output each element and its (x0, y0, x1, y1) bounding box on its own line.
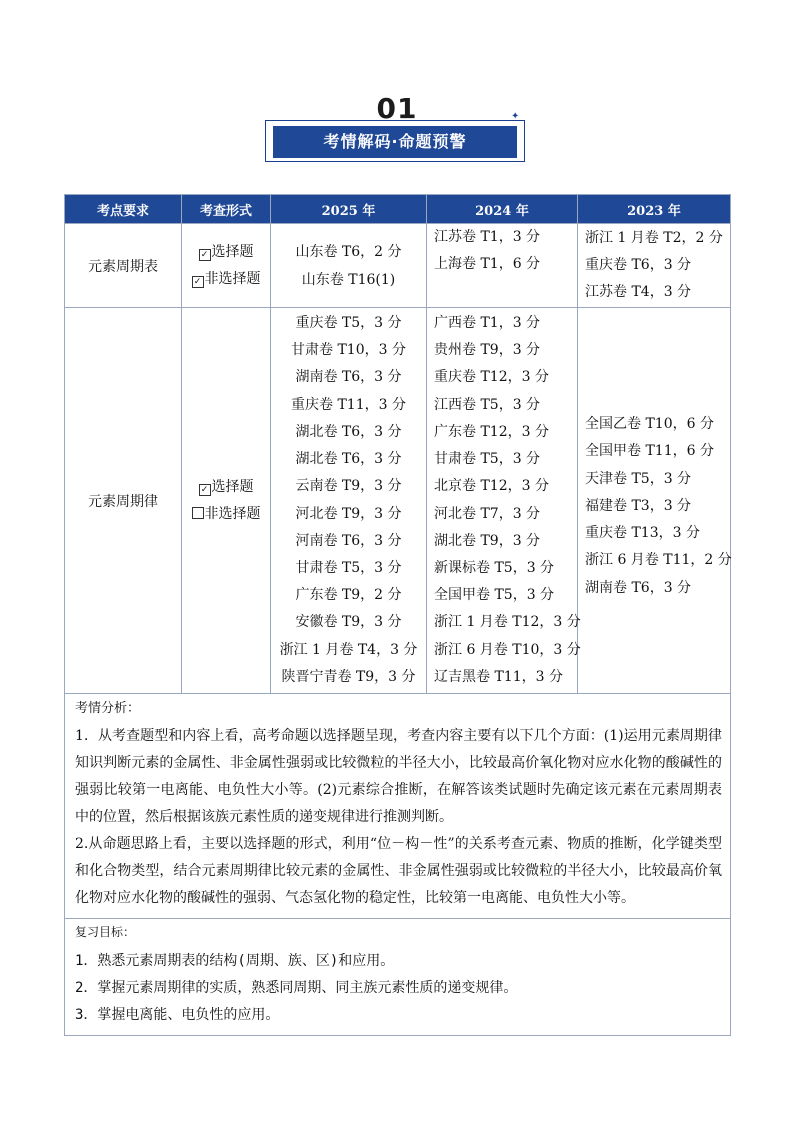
exam-entry: 浙江 1 月卷 T12，3 分 (434, 614, 581, 631)
year-2025-cell (271, 224, 427, 308)
year-2023-cell (578, 308, 731, 694)
exam-entry: 山东卷 T6，2 分 (295, 244, 402, 261)
format-cell (182, 224, 271, 308)
exam-entry: 辽吉黑卷 T11，3 分 (434, 668, 563, 685)
exam-entry: 河北卷 T9，3 分 (295, 505, 402, 522)
exam-entry: 河北卷 T7，3 分 (434, 505, 541, 522)
section-banner (265, 111, 527, 164)
exam-entry: 湖北卷 T9，3 分 (434, 532, 541, 549)
table-row (65, 308, 731, 694)
analysis-row (65, 694, 731, 919)
review-row (65, 919, 731, 1036)
exam-entry: 江苏卷 T4，3 分 (585, 284, 692, 301)
exam-entry: 湖北卷 T6，3 分 (295, 423, 402, 440)
exam-entry: 重庆卷 T11，3 分 (291, 396, 406, 413)
exam-entry: 湖南卷 T6，3 分 (295, 369, 402, 386)
year-2024-cell (427, 224, 578, 308)
exam-entry: 甘肃卷 T5，3 分 (434, 451, 541, 468)
exam-entry: 重庆卷 T12，3 分 (434, 369, 549, 386)
exam-entry: 北京卷 T12，3 分 (434, 478, 549, 495)
column-header: 2023 年 (578, 195, 731, 224)
table-header-row (65, 195, 731, 224)
review-item: 3．掌握电离能、电负性的应用。 (75, 1007, 280, 1023)
table-row (65, 224, 731, 308)
exam-entry: 全国乙卷 T10，6 分 (585, 416, 714, 433)
analysis-paragraph: 1．从考查题型和内容上看，高考命题以选择题呈现，考查内容主要有以下几个方面：(1)运用元素周期律知识判断元素的金属性、非金属性强弱或比较微粒的半径大小，比较最高价氧化物对应水化物的酸碱性的强弱比较第一电离能、电负性大小等。(2)元素综合推断，在解答该类试题时先确定该元素在元素周期表中的位置，然后根据该族元素性质的递变规律进行推测判断。 (75, 728, 722, 825)
column-header: 2025 年 (271, 195, 427, 224)
exam-entry: 全国甲卷 T11，6 分 (585, 443, 714, 460)
exam-entry: 广东卷 T12，3 分 (434, 423, 549, 440)
analysis-paragraph: 2.从命题思路上看，主要以选择题的形式，利用“位－构－性”的关系考查元素、物质的推断，化学键类型和化合物类型，结合元素周期律比较元素的金属性、非金属性强弱或比较微粒的半径大小，比较最高价氧化物对应水化物的酸碱性的强弱、气态氢化物的稳定性，比较第一电离能、电负性大小等。 (75, 836, 722, 906)
format-option (182, 474, 270, 501)
format-option (182, 266, 270, 293)
exam-entry: 重庆卷 T6，3 分 (585, 256, 692, 273)
checkbox-empty-icon (192, 507, 204, 519)
exam-entry: 新课标卷 T5，3 分 (434, 559, 555, 576)
year-2023-cell (578, 224, 731, 308)
exam-entry: 广西卷 T1，3 分 (434, 315, 541, 332)
exam-entry: 浙江 1 月卷 T4，3 分 (279, 641, 418, 658)
review-item: 2．掌握元素周期律的实质，熟悉同周期、同主族元素性质的递变规律。 (75, 980, 518, 996)
exam-entry: 广东卷 T9，2 分 (295, 587, 402, 604)
analysis-cell (65, 694, 731, 919)
topic-cell: 元素周期表 (65, 224, 182, 308)
exam-entry: 贵州卷 T9，3 分 (434, 342, 541, 359)
exam-entry: 浙江 6 月卷 T10，3 分 (434, 641, 581, 658)
exam-entry: 甘肃卷 T10，3 分 (291, 342, 406, 359)
format-option (182, 239, 270, 266)
exam-analysis-table (64, 194, 731, 1036)
column-header: 2024 年 (427, 195, 578, 224)
format-label: 选择题 (211, 478, 254, 495)
exam-entry: 浙江 1 月卷 T2，2 分 (585, 229, 723, 246)
year-2024-cell (427, 308, 581, 694)
section-number: 01 (376, 92, 418, 125)
exam-entry: 山东卷 T16(1) (301, 271, 396, 288)
review-heading: 复习目标： (75, 925, 136, 939)
checkbox-icon: ✓ (199, 249, 211, 261)
exam-entry: 甘肃卷 T5，3 分 (295, 559, 402, 576)
format-label: 非选择题 (204, 505, 261, 522)
exam-entry: 云南卷 T9，3 分 (295, 478, 402, 495)
checkbox-icon: ✓ (192, 276, 204, 288)
review-item: 1．熟悉元素周期表的结构(周期、族、区)和应用。 (75, 953, 395, 969)
exam-entry: 湖北卷 T6，3 分 (295, 451, 402, 468)
review-cell (65, 919, 731, 1036)
exam-entry: 湖南卷 T6，3 分 (585, 579, 692, 596)
year-2025-cell (271, 308, 427, 694)
exam-entry: 河南卷 T6，3 分 (295, 532, 402, 549)
format-label: 选择题 (211, 243, 254, 260)
exam-entry: 安徽卷 T9，3 分 (295, 614, 402, 631)
exam-entry: 浙江 6 月卷 T11，2 分 (585, 552, 732, 569)
format-label: 非选择题 (204, 270, 261, 287)
exam-entry: 江苏卷 T1，3 分 (434, 229, 541, 245)
exam-entry: 福建卷 T3，3 分 (585, 497, 692, 514)
format-cell (182, 308, 271, 694)
sparkle-icon: ✦ (511, 111, 520, 122)
exam-entry: 全国甲卷 T5，3 分 (434, 587, 555, 604)
banner-title: 考情解码·命题预警 (273, 126, 517, 158)
exam-entry: 重庆卷 T5，3 分 (295, 315, 402, 332)
exam-entry: 陕晋宁青卷 T9，3 分 (281, 668, 416, 685)
format-option (182, 501, 270, 528)
exam-entry: 天津卷 T5，3 分 (585, 470, 692, 487)
exam-entry: 江西卷 T5，3 分 (434, 396, 541, 413)
exam-entry: 重庆卷 T13，3 分 (585, 525, 700, 542)
exam-entry: 上海卷 T1，6 分 (434, 256, 541, 273)
analysis-heading: 考情分析： (75, 701, 141, 716)
checkbox-icon: ✓ (199, 484, 211, 496)
column-header: 考点要求 (65, 195, 182, 224)
column-header: 考查形式 (182, 195, 271, 224)
topic-cell: 元素周期律 (65, 308, 182, 694)
